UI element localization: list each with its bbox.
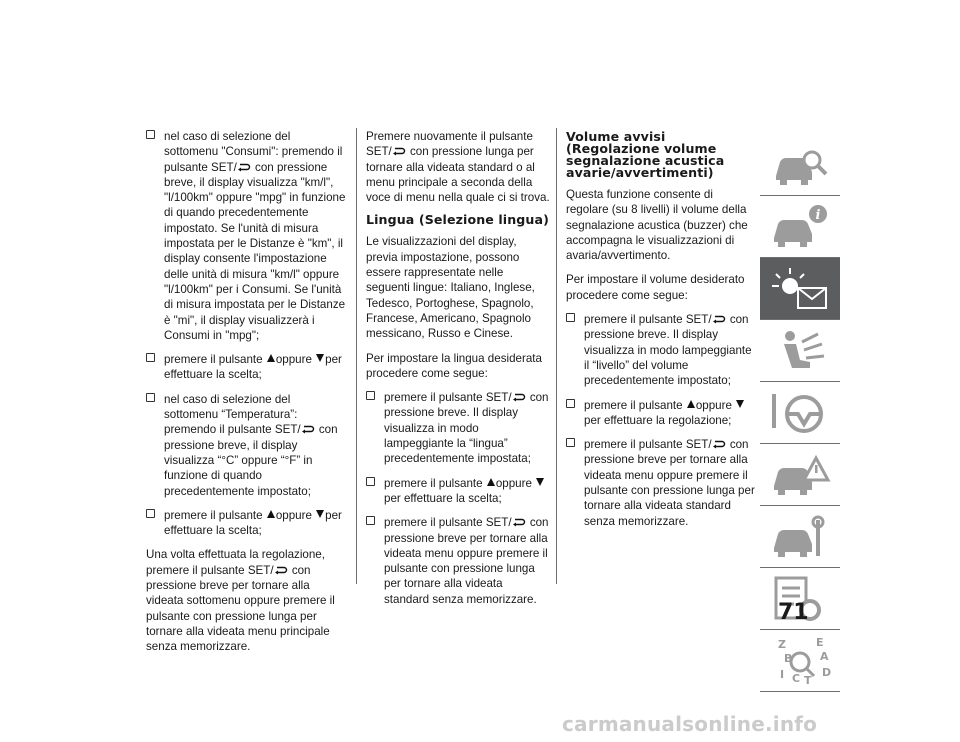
- arrow-down-icon: [316, 354, 324, 362]
- column-1: [146, 129, 346, 664]
- tab-emergency[interactable]: [760, 444, 840, 506]
- bullet-box-icon: [366, 390, 378, 405]
- index-letter: I: [780, 668, 785, 681]
- back-arrow-icon: [238, 163, 250, 171]
- column-divider: [356, 128, 357, 584]
- arrow-up-icon: [267, 510, 275, 518]
- arrow-down-icon: [316, 510, 324, 518]
- list-item: premere il pulsante SET/ con pressione breve. Il display visualizza in modo lampeggiante la “lingua” precedentemente impostata;: [366, 390, 550, 466]
- car-warning-icon: [770, 452, 830, 500]
- list-item: premere il pulsante SET/ con pressione breve per tornare alla videata menu oppure premere il pulsante con pressione lunga per tornare alla videata standard senza memorizzare.: [366, 515, 550, 607]
- tab-driving[interactable]: [760, 382, 840, 444]
- column-3: [566, 129, 756, 538]
- index-letter: A: [820, 650, 829, 663]
- tab-maintenance[interactable]: [760, 506, 840, 568]
- list-item: premere il pulsante SET/ con pressione breve. Il display visualizza in modo lampeggiante il “livello” del volume precedentemente impostato;: [566, 312, 756, 388]
- tab-car-search[interactable]: [760, 134, 840, 196]
- back-arrow-icon: [275, 566, 287, 574]
- index-letter: C: [792, 672, 801, 685]
- section-heading: Lingua (Selezione lingua): [366, 212, 549, 228]
- column-divider: [556, 128, 557, 584]
- tab-car-info[interactable]: [760, 196, 840, 258]
- index-letter: T: [804, 674, 812, 687]
- bullet-box-icon: [146, 392, 158, 407]
- alphabet-index-icon: [770, 638, 830, 686]
- bullet-box-icon: [366, 515, 378, 530]
- paragraph: Questa funzione consente di regolare (su 8 livelli) il volume della segnalazione acustica (buzzer) che accompagna le visualizzazioni di avaria/avvertimento.: [566, 188, 748, 263]
- bullet-box-icon: [566, 437, 578, 452]
- back-arrow-icon: [513, 518, 525, 526]
- arrow-down-icon: [536, 478, 544, 486]
- index-letter: D: [822, 666, 832, 679]
- bullet-box-icon: [366, 476, 378, 491]
- svg-text:i: i: [815, 208, 821, 223]
- paragraph: Una volta effettuata la regolazione, premere il pulsante SET/ con pressione breve per tornare alla videata sottomenu oppure premere il pulsante con pressione lunga per tornare alla videata menu principale senza memorizzare.: [146, 548, 335, 654]
- index-letter: B: [784, 652, 793, 665]
- airbag-seat-icon: [770, 328, 830, 376]
- bullet-box-icon: [566, 398, 578, 413]
- car-search-icon: [770, 142, 830, 190]
- back-arrow-icon: [302, 425, 314, 433]
- paragraph: Premere nuovamente il pulsante SET/ con pressione lunga per tornare alla videata standard o al menu principale a seconda della voce di menu nella quale ci si trova.: [366, 130, 550, 205]
- page-number: 71: [778, 600, 809, 625]
- column-2: [366, 129, 550, 616]
- car-wrench-icon: [770, 514, 830, 562]
- paragraph: Le visualizzazioni del display, previa impostazione, possono essere rappresentate nelle seguenti lingue: Italiano, Inglese, Tedesco, Portoghese, Spagnolo, Francese, Americano, Spagnolo messicano, Russo e Cinese.: [366, 235, 535, 341]
- section-heading: Volume avvisi (Regolazione volume segnalazione acustica avarie/avvertimenti): [566, 129, 725, 180]
- list-item: premere il pulsante oppure per effettuare la regolazione;: [566, 398, 756, 429]
- list-item: nel caso di selezione del sottomenu “Temperatura”: premendo il pulsante SET/ con pressione breve, il display visualizza “°C” oppure “°F” in funzione di quando precedentemente impostato;: [146, 392, 346, 499]
- car-info-icon: [770, 204, 830, 252]
- bullet-box-icon: [146, 508, 158, 523]
- arrow-up-icon: [487, 478, 495, 486]
- back-arrow-icon: [713, 440, 725, 448]
- warning-light-mail-icon: [770, 266, 830, 314]
- arrow-up-icon: [267, 354, 275, 362]
- paragraph: Per impostare il volume desiderato procedere come segue:: [566, 273, 745, 302]
- tab-warning-lights[interactable]: [760, 258, 840, 320]
- back-arrow-icon: [713, 315, 725, 323]
- paragraph: Per impostare la lingua desiderata procedere come segue:: [366, 351, 542, 380]
- back-arrow-icon: [393, 147, 405, 155]
- list-item: premere il pulsante SET/ con pressione breve per tornare alla videata menu oppure premere il pulsante con pressione lunga per tornare alla videata standard senza memorizzare.: [566, 437, 756, 529]
- index-letter: Z: [778, 638, 786, 651]
- watermark: carmanualsonline.info: [562, 712, 818, 736]
- list-item: premere il pulsante oppure per effettuare la scelta;: [366, 476, 550, 507]
- list-item: premere il pulsante oppure per effettuare la scelta;: [146, 352, 346, 383]
- bullet-box-icon: [566, 312, 578, 327]
- bullet-box-icon: [146, 129, 158, 144]
- tab-safety[interactable]: [760, 320, 840, 382]
- back-arrow-icon: [513, 393, 525, 401]
- steering-wheel-icon: [770, 390, 830, 438]
- list-item: premere il pulsante oppure per effettuare la scelta;: [146, 508, 346, 539]
- tab-index[interactable]: [760, 630, 840, 692]
- bullet-box-icon: [146, 352, 158, 367]
- arrow-down-icon: [736, 400, 744, 408]
- arrow-up-icon: [687, 400, 695, 408]
- index-letter: E: [816, 636, 824, 649]
- list-item: nel caso di selezione del sottomenu "Consumi": premendo il pulsante SET/ con pressione breve, il display visualizza "km/l", "l/100km" oppure "mpg" in funzione di quando precedentemente impostato. Se l'unità di misura impostata per le Distanze è "km", il display consente l'impostazione delle unità di misura "km/l" oppure "l/100km" per i Consumi. Se l'unità di misura impostata per le Distanze è "mi", il display visualizzerà i Consumi in "mpg";: [146, 129, 346, 343]
